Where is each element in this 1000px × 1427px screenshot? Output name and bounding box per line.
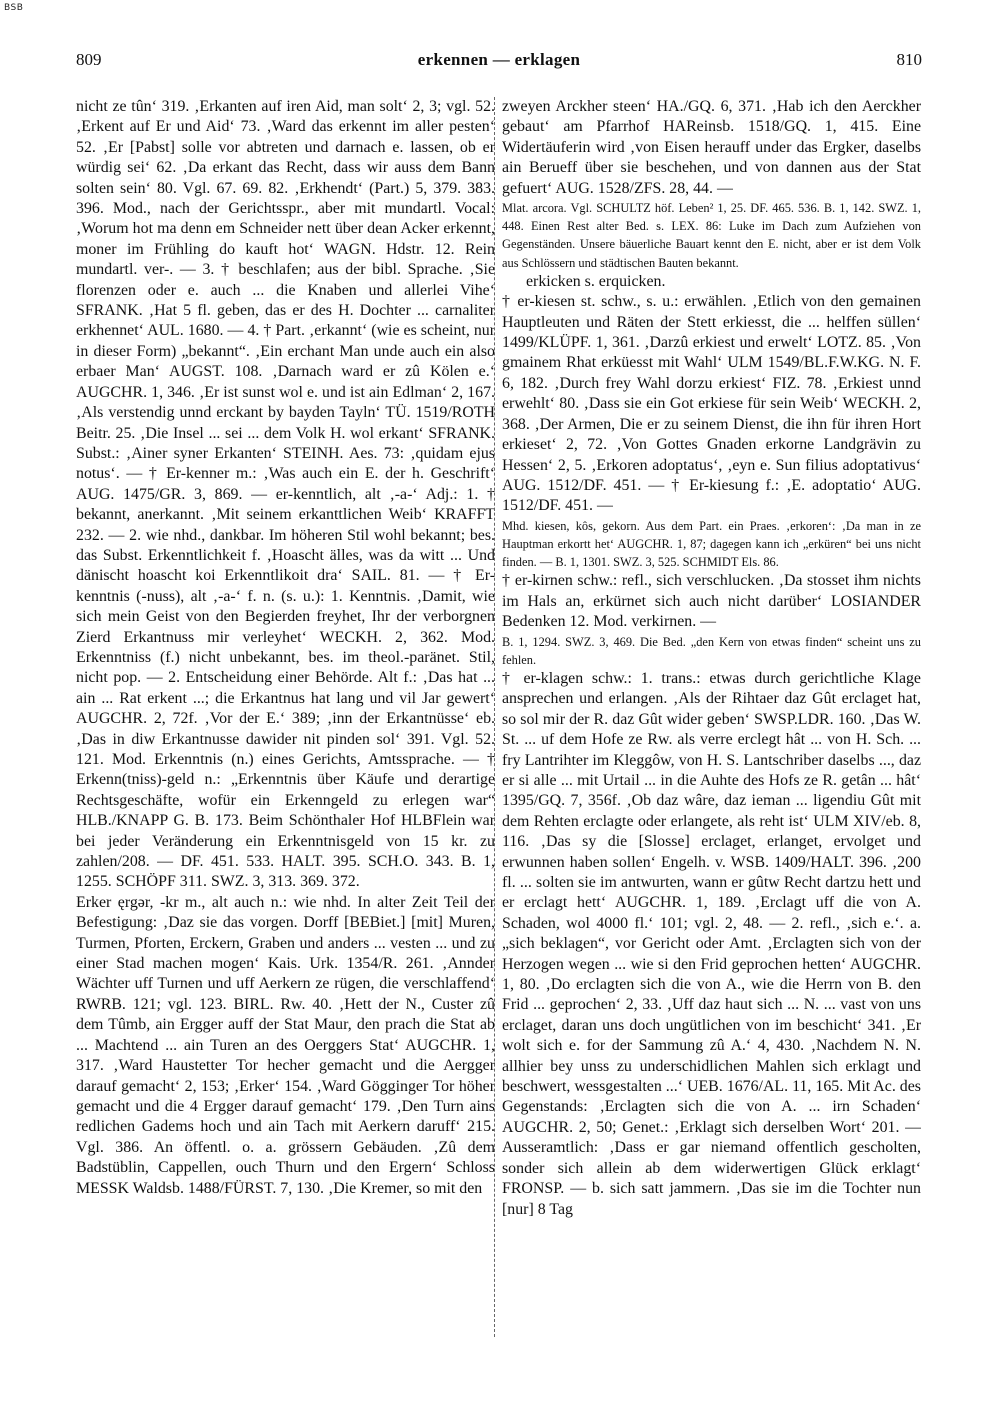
page-number-right: 810 [896, 50, 922, 69]
left-column [76, 97, 495, 1337]
right-column-entry-erkiesen: † er-kiesen st. schw., s. u.: erwählen. ‚Etlich von den gemainen Hauptleuten und Räten der Stett erkiesst, die ... helffen süllen‘ 1499/KLÜPF. 1, 361. ‚Darzû erkiest und erwelt‘ LOTZ. 85. ‚Von gmainem Rhat erküesst mit Wahl‘ ULM 1549/BL.F.W.KG. N. F. 6, 182. ‚Durch frey Wahl dorzu erkiest‘ FIZ. 78. ‚Erkiest unnd erwehlt‘ 80. ‚Dass sie ein Got erkiese für sein Weib‘ WECKH. 2, 368. ‚Der Armen, Die er zu seinem Dienst, die ihn für ihren Hort erkieset‘ 2, 72. ‚Von Gottes Gnaden erkorne Landgrävin zu Hessen‘ 2, 5. ‚Erkoren adoptatus‘, ‚eyn e. Sun filius adoptativus‘ AUG. 1512/DF. 451. — † Er-kiesung f.: ‚E. adoptatio‘ AUG. 1512/DF. 451. — [502, 293, 921, 515]
column-divider [494, 97, 495, 1337]
right-column-entry-erkicken: erkicken s. erquicken. [526, 272, 666, 290]
page-header [76, 50, 922, 76]
running-head: erkennen — erklagen [417, 50, 581, 69]
right-column-erker-continued: zweyen Arckher steen‘ HA./GQ. 6, 371. ‚Hab ich den Aerckher gebaut‘ am Pfarrhof HAReinsb. 1518/GQ. 1, 415. Eine Widertäuferin wird ‚von Eisen herauff under das Ergker, daselbs ain Berueff über sie beschehen, und von dannen aus der Stat gefuert‘ AUG. 1528/ZFS. 28, 44. — [502, 98, 921, 197]
right-column [502, 97, 921, 1337]
library-stamp: BSB [4, 3, 24, 13]
right-column-entry-erklagen: † er-klagen schw.: 1. trans.: etwas durch gerichtliche Klage ansprechen und erlangen. ‚Als der Rihtaer daz Gût erclaget hat, so sol mir der R. daz Gût wider geben‘ SWSP.LDR. 160. ‚Das W. St. ... uf dem Hofe ze Rw. als verre erclegt hât ... von H. Sch. ... fry Lantrihter im Kleggôw, von H. S. Lantschriber daselbs ..., daz er si alle ... mit Urtail ... in die Auhte des Hofs ze R. getân ... hât‘ 1395/GQ. 7, 356f. ‚Ob daz wâre, daz ieman ... ligendiu Gût mit dem Rehten erclagte oder erlangete, als reht ist‘ ULM XIV/eb. 8, 116. ‚Das sy die [Slosse] erclaget, erlanget, ervolget und erwunnen haben sollen‘ Engelh. v. WSB. 1409/HALT. 396. ‚200 fl. ... solten sie im antwurten, wann er gûtw Recht dartzu hett und er erclagt hett‘ AUGCHR. 1, 189. ‚Erclagt uff die von A. Schaden, wol 4000 fl.‘ 101; vgl. 2, 48. — 2. refl., ‚sich e.‘. a. „sich beklagen“, vor Gericht oder Amt. ‚Erclagten sich von der Herzogen wegen ... wie si den Frid geprochen hetten‘ AUGCHR. 1, 80. ‚Do erclagten sich die von A., wie die Herrn von B. den Frid ... geprochen‘ 2, 33. ‚Uff daz haut sich ... N. ... vast von uns erclaget, daran uns doch ungütlichen von im beschicht‘ 341. ‚Er wolt sich e. for der Sammung zû A.‘ 4, 430. ‚Nachdem N. N. allhier bey unss zu underschidlichen Mahlen sich erklagt und beschwert, wessgestalten ...‘ UEB. 1676/AL. 11, 165. Mit Ac. des Gegenstands: ‚Erclagten sich die von A. ... irn Schaden‘ AUGCHR. 2, 50; Genet.: ‚Erklagt sich derselben Wort‘ 201. — Ausseramtlich: ‚Dass er gar niemand offentlich gescholten, sonder sich allein ab dem widerwertigen Glück erklagt‘ FRONSP. — b. sich satt jammern. ‚Das sie im die Tochter nun [nur] 8 Tag [502, 669, 921, 1218]
right-column-erker-note: Mlat. arcora. Vgl. SCHULTZ höf. Leben² 1, 25. DF. 465. 536. B. 1, 142. SWZ. 1, 448. Einen Rest alter Bed. s. LEX. 86: Luke im Dach zum Aufziehen von Gegenständen. Unsere bäuerliche Bauart kennt den E. nicht, aber er ist dem Volk aus Schlössern und städtischen Bauten bekannt. [502, 201, 921, 270]
right-column-erkirnen-note: B. 1, 1294. SWZ. 3, 469. Die Bed. „den Kern von etwas finden“ scheint uns zu fehlen. [502, 634, 921, 667]
left-column-entry-erkennen: nicht ze tûn‘ 319. ‚Erkanten auf iren Aid, man solt‘ 2, 3; vgl. 52. ‚Erkent auf Er und Aid‘ 73. ‚Ward das erkennt im aller pesten‘ 52. ‚Er [Pabst] solle vor abtreten und darnach e. lassen, ob er würdig sei‘ 62. ‚Da erkant das Recht, dass wir auss dem Bann solten sein‘ 80. Vgl. 67. 69. 82. ‚Erkhendt‘ (Part.) 5, 379. 383. 396. Mod., nach der Gerichtsspr., aber mit mundartl. Vocal: ‚Worum hot ma denn em Schneider nett über dean Acker erkennt, moner im Frühling do kauft hot‘ WAGN. Hdstr. 12. Rein mundartl. ver-. — 3. † beschlafen; aus der bibl. Sprache. ‚Sie florenzen oder e. auch ... die Knaben und allerlei Vihe‘ SFRANK. ‚Hat 5 fl. geben, das er des H. Dochter ... carnaliter erkhennet‘ AUL. 1680. — 4. † Part. ‚erkannt‘ (wie es scheint, nur in dieser Form) „bekannt“. ‚Ein erchant Man unde auch ein also erbaer Man‘ AUGST. 108. ‚Darnach ward er zû Kölen e.‘ AUGCHR. 1, 346. ‚Er ist sunst wol e. und ist ain Edlman‘ 2, 167. ‚Als verstendig unnd erckant by bayden Tayln‘ TÜ. 1519/ROTH Beitr. 25. ‚Die Insel ... sei ... dem Volk H. wol erkant‘ SFRANK. Subst.: ‚Ainer syner Erkanten‘ STEINH. Aes. 73: ‚quidam ejus notus‘. — † Er-kenner m.: ‚Was auch ein E. der h. Geschrift‘ AUG. 1475/GR. 3, 869. — er-kenntlich, alt ‚-a-‘ Adj.: 1. † bekannt, anerkannt. ‚Mit seinem erkanttlichen Weib‘ KRAFFT 232. — 2. wie nhd., dankbar. Im höheren Stil wohl bekannt; bes. das Subst. Erkenntlichkeit f. ‚Hoascht älles, was da witt ... Und dänischt hoascht koi Erkenntlikoit dra‘ SAIL. 81. — † Er-kenntnis (-nuss), alt ‚-a-‘ f. n. (s. u.): 1. Kenntnis. ‚Damit, wie sich mein Geist von den Begierden freyhet, Ihr der verborgnen Zierd Erkantnuss mir verleyhet‘ WECKH. 2, 362. Mod. Erkenntniss (f.) nicht unbekannt, bes. im theol.-paränet. Stil, nicht pop. — 2. Entscheidung einer Behörde. Alt f.: ‚Das hat ... ain ... Rat erkent ...; die Erkantnus hat lang und vil Jar gewert‘ AUGCHR. 2, 72f. ‚Vor der E.‘ 389; ‚inn der Erkantnüsse‘ eb. ‚Das in diw Erkantnusse dawider nit pinden sol‘ 391. Vgl. 52. 121. Mod. Erkenntnis (n.) eines Gerichts, Amtssprache. — † Erkenn(tniss)-geld n.: „Erkenntnis über Käufe und derartige Rechtsgeschäfte, wofür ein Erkenngeld zu erlegen war“ HLB./KNAPP G. B. 173. Beim Schönthaler Hof HLBFlein war bei jeder Veränderung ein Erkenntnisgeld von 15 kr. zu zahlen/208. — DF. 451. 533. HALT. 395. SCH.O. 343. B. 1, 1255. SCHÖPF 311. SWZ. 3, 313. 369. 372. [76, 98, 495, 891]
right-column-entry-erkirnen: † er-kirnen schw.: refl., sich verschlucken. ‚Da stosset ihm nichts im Hals an, erkürnet sich auch nicht darüber‘ LOSIANDER Bedenken 12. Mod. verkirnen. — [502, 572, 921, 631]
right-column-erkiesen-note: Mhd. kiesen, kôs, gekorn. Aus dem Part. ein Praes. ‚erkoren‘: ‚Da man in ze Hauptman erkortt het‘ AUGCHR. 1, 87; dagegen kann ich „erküren“ bei uns nicht finden. — B. 1, 1301. SWZ. 3, 525. SCHMIDT Els. 86. [502, 518, 921, 570]
page-number-left: 809 [76, 50, 102, 69]
left-column-entry-erker: Erker ęrgər, -kr m., alt auch n.: wie nhd. In alter Zeit Teil der Befestigung: ‚Daz sie das vorgen. Dorff [BEBiet.] [mit] Muren, Turmen, Pforten, Erckern, Graben und anders ... vesten ... und zu einer Stad machen mogen‘ Kais. Urk. 1354/R. 261. ‚Annder Wächter uff Turnen und uff Aerkern ze rügen, die verschlaffend‘ RWRB. 121; vgl. 123. BIRL. Rw. 40. ‚Hett der N., Custer zû dem Tûmb, ain Ergger auff der Stat Maur, den prach die Stat ab ... Machtend ... ain Turen an des Oerggers Stat‘ AUGCHR. 1, 317. ‚Ward Haustetter Tor hecher gemacht und die Aergger darauf gemacht‘ 2, 153; ‚Erker‘ 154. ‚Ward Gögginger Tor höher gemacht und die 4 Ergger darauf gemacht‘ 179. ‚Den Turn ains redlichen Gadems hoch und ain Tach mit Aerkern daruff‘ 215. Vgl. 386. An öffentl. o. a. grössern Gebäuden. ‚Zû dem Badstüblin, Cappellen, ouch Thurn und den Ergern‘ Schloss MESSK Waldsb. 1488/FÜRST. 7, 130. ‚Die Kremer, so mit den [76, 893, 495, 1197]
